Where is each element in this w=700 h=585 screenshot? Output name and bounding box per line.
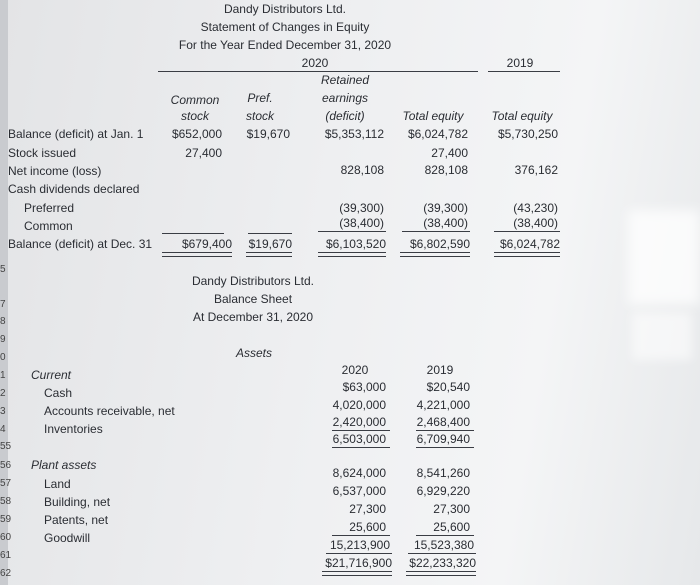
row-label: Common — [24, 219, 73, 233]
bs-row-label: Goodwill — [44, 531, 91, 545]
row-number: 58 — [0, 496, 12, 507]
bs-year-2019: 2019 — [426, 363, 454, 377]
row-number: 56 — [0, 460, 12, 471]
bs-row-label: Patents, net — [44, 513, 109, 527]
cell-retained: (38,400) — [339, 216, 384, 230]
sum-rule — [332, 430, 390, 431]
bs-cell-2019: 8,541,260 — [416, 466, 470, 480]
row-number: 7 — [0, 299, 6, 310]
bs-company-title: Dandy Distributors Ltd. — [191, 274, 315, 288]
cell-total: (38,400) — [423, 216, 468, 230]
row-number: 55 — [0, 441, 12, 452]
hdr-common: stock — [180, 109, 209, 123]
total-double-rule — [322, 571, 392, 576]
bs-cell-2020: 6,537,000 — [332, 484, 386, 498]
hdr-total-2020: Total equity — [402, 109, 464, 123]
bs-assets-heading: Assets — [235, 346, 272, 360]
cell-common: $652,000 — [171, 127, 222, 141]
bs-current-total-2020: 6,503,000 — [332, 432, 386, 446]
sum-rule — [408, 553, 476, 554]
cell-total: $6,024,782 — [407, 127, 468, 141]
row-label: Cash dividends declared — [8, 182, 140, 196]
cell-total-2019: (43,230) — [513, 201, 558, 215]
equity-period-title: For the Year Ended December 31, 2020 — [178, 38, 392, 52]
hdr-common: Common — [170, 93, 220, 107]
bs-plant-total-2019: 15,523,380 — [413, 538, 474, 552]
bs-cell-2019: 27,300 — [433, 502, 470, 516]
row-label: Net income (loss) — [8, 164, 102, 178]
hdr-pref: Pref. — [247, 91, 273, 105]
hdr-retained: (deficit) — [325, 109, 365, 123]
row-number: 62 — [0, 568, 12, 579]
cell-total-2019: $6,024,782 — [499, 237, 560, 251]
row-number: 59 — [0, 514, 12, 525]
bs-cell-2020: 4,020,000 — [332, 398, 386, 412]
sum-rule — [416, 535, 474, 536]
row-number: 4 — [0, 424, 6, 435]
row-number: 57 — [0, 478, 12, 489]
sum-rule — [402, 231, 470, 232]
sum-rule — [318, 231, 386, 232]
bs-plant-total-2020: 15,213,900 — [329, 538, 390, 552]
row-number: 1 — [0, 370, 6, 381]
equity-year-2020: 2020 — [301, 56, 329, 70]
cell-total: 828,108 — [424, 163, 468, 177]
total-double-rule — [318, 252, 386, 257]
bs-row-label: Accounts receivable, net — [44, 404, 175, 418]
bs-statement-title: Balance Sheet — [213, 292, 293, 306]
header-rule — [158, 71, 478, 72]
row-number: 3 — [0, 406, 6, 417]
row-label: Balance (deficit) at Dec. 31 — [8, 237, 153, 251]
equity-company-title: Dandy Distributors Ltd. — [223, 2, 347, 16]
equity-statement-title: Statement of Changes in Equity — [200, 20, 370, 34]
bs-cell-2019: $20,540 — [426, 380, 470, 394]
cell-common: 27,400 — [185, 146, 222, 160]
row-number: 0 — [0, 352, 6, 363]
cell-retained: $6,103,520 — [325, 237, 386, 251]
bs-row-label: Cash — [44, 386, 73, 400]
cell-common: $679,400 — [181, 237, 232, 251]
cell-pref: $19,670 — [246, 127, 290, 141]
cell-retained: 828,108 — [340, 163, 384, 177]
cell-total: (39,300) — [423, 201, 468, 215]
cell-total: 27,400 — [431, 146, 468, 160]
bs-cell-2019: 2,468,400 — [416, 415, 470, 429]
sum-rule — [494, 231, 560, 232]
hdr-retained: earnings — [321, 91, 369, 105]
bs-section-label: Current — [31, 368, 72, 382]
hdr-pref: stock — [245, 109, 274, 123]
total-double-rule — [400, 252, 470, 257]
row-number: 60 — [0, 532, 12, 543]
row-label: Balance (deficit) at Jan. 1 — [8, 127, 144, 141]
bs-cell-2020: 8,624,000 — [332, 466, 386, 480]
header-rule — [488, 71, 560, 72]
row-number: 5 — [0, 264, 6, 275]
row-number: 8 — [0, 316, 6, 327]
cell-total: $6,802,590 — [409, 237, 470, 251]
total-double-rule — [494, 252, 560, 257]
cell-total-2019: (38,400) — [513, 216, 558, 230]
sum-rule — [416, 447, 474, 448]
sum-rule — [416, 430, 474, 431]
cell-total-2019: 376,162 — [514, 163, 558, 177]
row-number: 9 — [0, 334, 6, 345]
bs-section-label: Plant assets — [31, 458, 97, 472]
sum-rule — [326, 553, 392, 554]
bs-cell-2020: 27,300 — [349, 502, 386, 516]
bs-date-title: At December 31, 2020 — [192, 310, 314, 324]
row-number: 2 — [0, 388, 6, 399]
total-double-rule — [162, 252, 232, 257]
sum-rule — [332, 535, 390, 536]
bs-row-label: Land — [44, 477, 71, 491]
bs-total-assets-2019: $22,233,320 — [409, 556, 476, 570]
equity-year-2019: 2019 — [506, 56, 534, 70]
cell-retained: (39,300) — [339, 201, 384, 215]
cell-total-2019: $5,730,250 — [497, 127, 558, 141]
bs-cell-2020: $63,000 — [342, 380, 386, 394]
sum-rule — [248, 233, 292, 234]
bs-year-2020: 2020 — [341, 363, 369, 377]
bs-row-label: Building, net — [44, 495, 111, 509]
bs-current-total-2019: 6,709,940 — [416, 432, 470, 446]
bs-cell-2019: 4,221,000 — [416, 398, 470, 412]
total-double-rule — [406, 571, 476, 576]
screen-glare — [632, 312, 692, 360]
row-label: Stock issued — [8, 146, 77, 160]
sum-rule — [332, 447, 390, 448]
row-label: Preferred — [24, 201, 75, 215]
cell-pref: $19,670 — [248, 237, 292, 251]
cell-retained: $5,353,112 — [324, 127, 384, 141]
hdr-total-2019: Total equity — [491, 109, 553, 123]
hdr-retained: Retained — [320, 73, 370, 87]
bs-cell-2020: 2,420,000 — [332, 415, 386, 429]
screen-glare — [628, 210, 700, 305]
row-number: 61 — [0, 550, 12, 561]
bs-total-assets-2020: $21,716,900 — [325, 556, 392, 570]
bs-cell-2020: 25,600 — [349, 520, 386, 534]
bs-cell-2019: 25,600 — [433, 520, 470, 534]
total-double-rule — [246, 252, 292, 257]
bs-row-label: Inventories — [44, 422, 103, 436]
bs-cell-2019: 6,929,220 — [416, 484, 470, 498]
sum-rule — [162, 233, 224, 234]
